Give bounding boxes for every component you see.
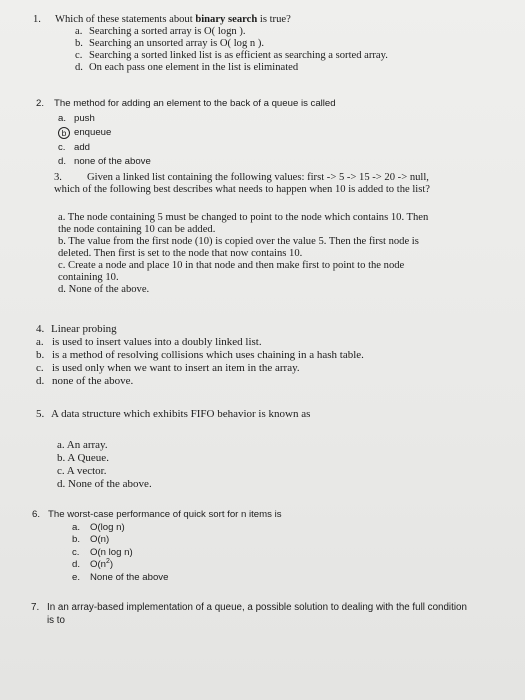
- option-b: b. is a method of resolving collisions which uses chaining in a hash table.: [36, 349, 364, 361]
- option-e: e. None of the above: [72, 571, 169, 583]
- question-6-options: [72, 522, 168, 584]
- option-b: b. The value from the first node (10) is copied over the value 5. Then the first node is deleted. Then first is set to the node that now contains 10.: [58, 236, 419, 259]
- question-number: 4.: [36, 323, 45, 335]
- option-c: c. A vector.: [57, 465, 107, 477]
- question-4: [36, 323, 364, 388]
- question-number: 7.: [31, 602, 40, 613]
- question-text: The method for adding an element to the back of a queue is called: [54, 98, 336, 109]
- question-3-options: [58, 212, 428, 296]
- option-a: a. The node containing 5 must be changed to point to the node which contains 10. Then the node containing 10 can be added.: [58, 212, 429, 235]
- option-d: d. none of the above.: [36, 375, 134, 387]
- option-a: a. Searching a sorted array is O( logn ).: [75, 26, 246, 37]
- option-b: b. Searching an unsorted array is O( log n ).: [75, 38, 265, 49]
- option-a: a. O(log n): [72, 522, 125, 533]
- question-text: Linear probing: [51, 323, 117, 335]
- option-b: b. A Queue.: [57, 452, 109, 464]
- options-list: [36, 113, 336, 168]
- question-number: 3.: [54, 172, 62, 183]
- option-d: d. None of the above.: [57, 478, 152, 490]
- option-d: d. none of the above: [58, 156, 151, 167]
- option-c: c. O(n log n): [72, 546, 133, 558]
- question-2: [36, 98, 336, 168]
- question-text: Which of these statements about binary search is true?: [55, 14, 291, 25]
- question-5-options: [57, 439, 152, 491]
- option-a: a. is used to insert values into a doubly linked list.: [36, 336, 262, 348]
- option-c: c. add: [58, 142, 91, 153]
- question-3: [54, 172, 430, 196]
- circled-answer-mark: b: [58, 127, 70, 139]
- option-a: a. An array.: [57, 439, 108, 451]
- question-text-line-2: is to: [47, 615, 65, 626]
- question-text-line-1: Given a linked list containing the following values: first -> 5 -> 15 -> 20 -> null,: [87, 172, 429, 183]
- question-text: The worst-case performance of quick sort for n items is: [48, 509, 282, 520]
- option-c: c. Searching a sorted linked list is as efficient as searching a sorted array.: [75, 50, 388, 61]
- question-number: 2.: [36, 98, 45, 109]
- options-list: [36, 336, 364, 388]
- option-d: d. None of the above.: [58, 284, 150, 295]
- question-number: 1.: [33, 14, 41, 25]
- question-5: [36, 408, 310, 420]
- option-a: a. push: [58, 113, 95, 124]
- question-number: 6.: [32, 509, 41, 520]
- options-list: [33, 26, 388, 74]
- option-b: b. O(n): [72, 534, 110, 546]
- option-b: b enqueue: [58, 127, 336, 140]
- question-text-line-2: which of the following best describes what needs to happen when 10 is added to the list?: [54, 184, 430, 195]
- question-1: [33, 14, 388, 74]
- question-7: [31, 601, 467, 627]
- option-d: d. $O(n^2)$: [72, 558, 114, 571]
- question-text-line-1: In an array-based implementation of a queue, a possible solution to dealing with the full condition: [47, 602, 467, 613]
- option-c: c. is used only when we want to insert an item in the array.: [36, 362, 300, 374]
- question-number: 5.: [36, 408, 45, 420]
- question-text: A data structure which exhibits FIFO behavior is known as: [51, 408, 311, 420]
- question-6: [32, 509, 282, 521]
- option-d: d. On each pass one element in the list is eliminated: [75, 62, 299, 73]
- option-c: c. Create a node and place 10 in that node and then make first to point to the node containing 10.: [58, 260, 405, 283]
